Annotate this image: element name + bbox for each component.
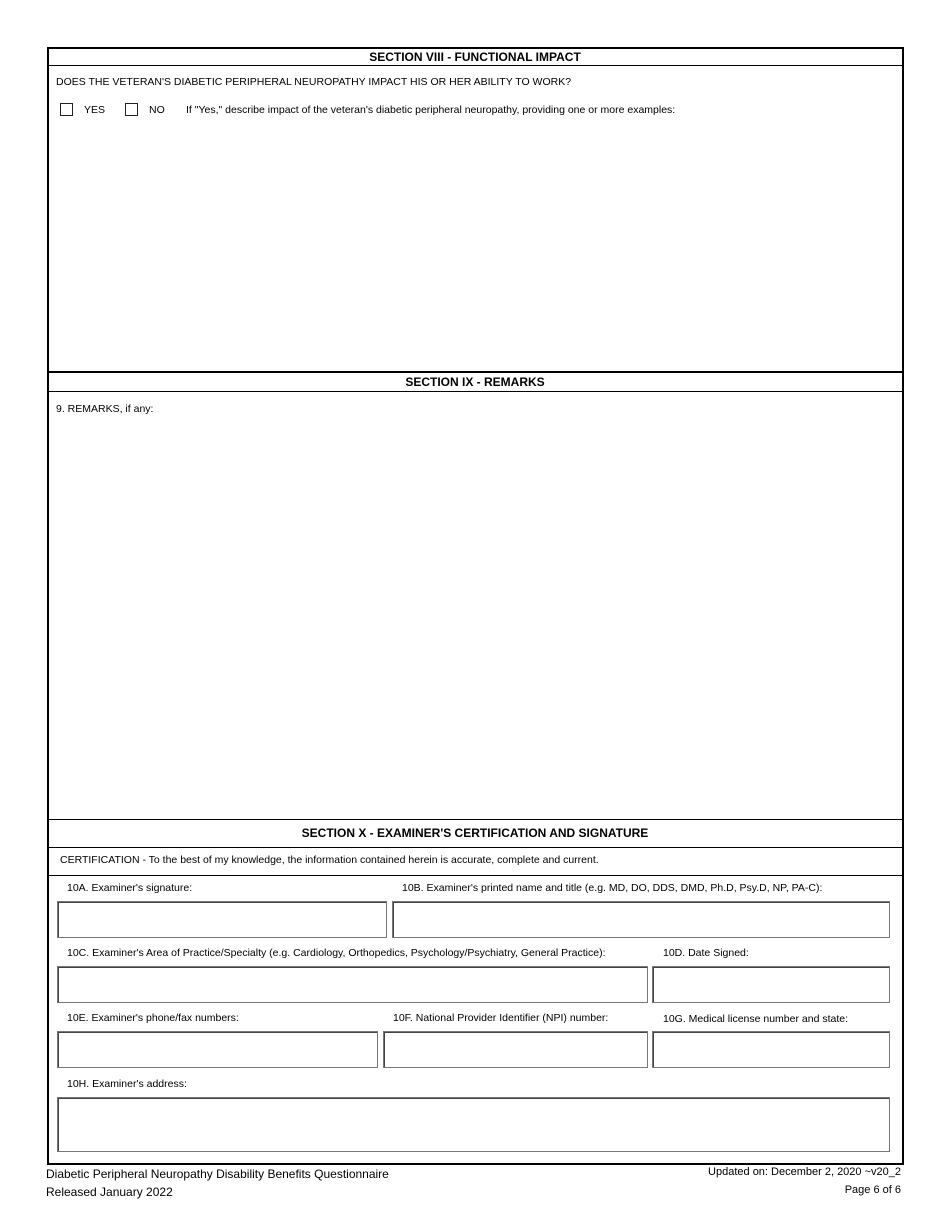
divider (48, 847, 902, 848)
footer-released: Released January 2022 (46, 1185, 173, 1199)
divider (48, 371, 902, 373)
yes-label: YES (84, 104, 106, 116)
field-10c-label: 10C. Examiner's Area of Practice/Specialty (e.g. Cardiology, Orthopedics, Psychology/Psychiatry, General Practice): (67, 947, 606, 959)
field-10g-label: 10G. Medical license number and state: (663, 1013, 849, 1025)
field-10e-label: 10E. Examiner's phone/fax numbers: (67, 1012, 239, 1024)
section-viii-title: SECTION VIII - FUNCTIONAL IMPACT (369, 50, 581, 64)
functional-impact-text-area[interactable] (50, 120, 900, 370)
remarks-text-area[interactable] (50, 418, 900, 816)
field-10a-label: 10A. Examiner's signature: (67, 882, 193, 894)
remarks-label: 9. REMARKS, if any: (56, 403, 154, 415)
area-of-practice-field[interactable] (57, 966, 648, 1003)
examiner-signature-field[interactable] (57, 901, 387, 938)
section-ix-title: SECTION IX - REMARKS (405, 375, 545, 389)
field-10b-label: 10B. Examiner's printed name and title (e.g. MD, DO, DDS, DMD, Ph.D, Psy.D, NP, PA-C): (402, 882, 823, 894)
npi-number-field[interactable] (383, 1031, 648, 1068)
no-checkbox[interactable] (125, 103, 138, 116)
phone-fax-field[interactable] (57, 1031, 378, 1068)
describe-impact-prompt: If "Yes," describe impact of the veteran's diabetic peripheral neuropathy, providing one or more examples: (186, 104, 676, 116)
footer-updated: Updated on: December 2, 2020 ~v20_2 (708, 1166, 901, 1178)
divider (48, 391, 902, 392)
field-10f-label: 10F. National Provider Identifier (NPI) number: (393, 1012, 609, 1024)
date-signed-field[interactable] (652, 966, 890, 1003)
footer-form-title: Diabetic Peripheral Neuropathy Disability Benefits Questionnaire (46, 1167, 389, 1181)
section-x-title: SECTION X - EXAMINER'S CERTIFICATION AND SIGNATURE (301, 826, 649, 840)
footer-page-number: Page 6 of 6 (844, 1184, 901, 1196)
no-label: NO (149, 104, 165, 116)
field-10d-label: 10D. Date Signed: (663, 947, 749, 959)
certification-statement: CERTIFICATION - To the best of my knowledge, the information contained herein is accurate, complete and current. (60, 854, 599, 866)
divider (48, 65, 902, 66)
examiner-name-title-field[interactable] (392, 901, 890, 938)
divider (48, 875, 902, 876)
functional-impact-question: DOES THE VETERAN'S DIABETIC PERIPHERAL NEUROPATHY IMPACT HIS OR HER ABILITY TO WORK? (56, 76, 572, 88)
field-10h-label: 10H. Examiner's address: (67, 1078, 187, 1090)
divider (48, 819, 902, 820)
examiner-address-field[interactable] (57, 1097, 890, 1152)
medical-license-field[interactable] (652, 1031, 890, 1068)
yes-checkbox[interactable] (60, 103, 73, 116)
